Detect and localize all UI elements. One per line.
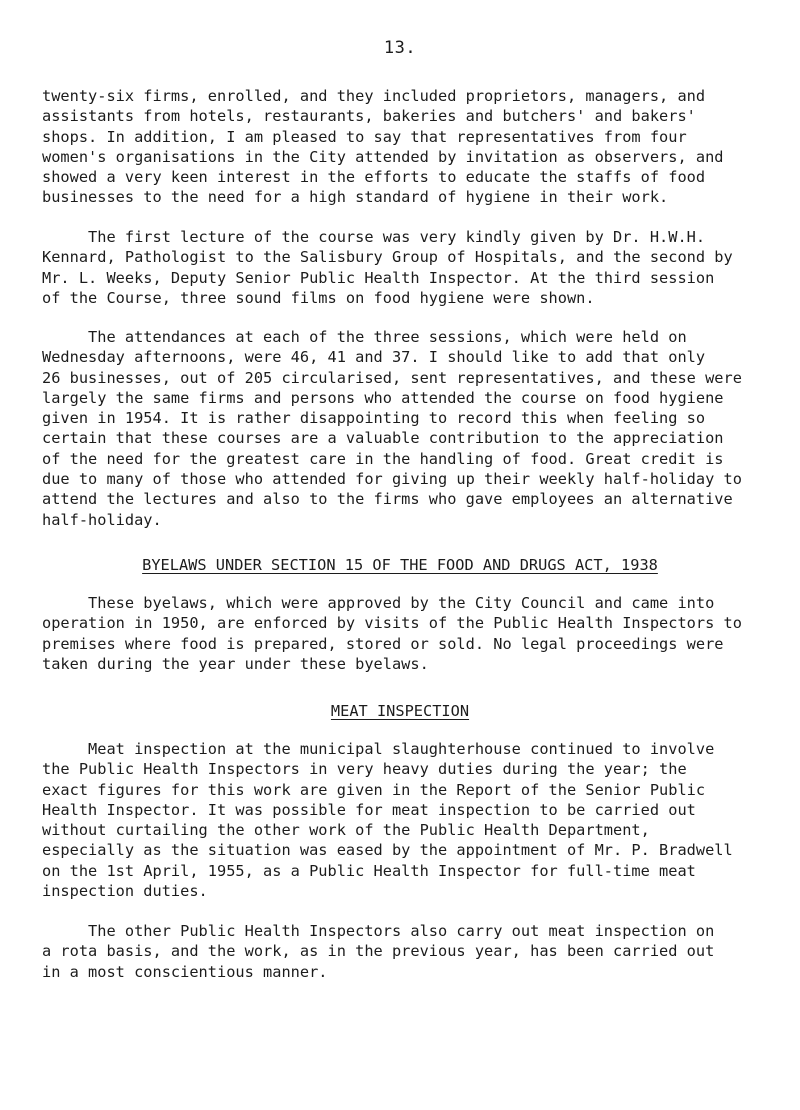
text-line: on the 1st April, 1955, as a Public Health Inspector for full-time meat (42, 861, 696, 880)
text-line: certain that these courses are a valuable contribution to the appreciation (42, 429, 724, 448)
text-line: attend the lectures and also to the firms who gave employees an alternative (42, 490, 733, 509)
text-line: showed a very keen interest in the efforts to educate the staffs of food (42, 168, 706, 187)
text-line: the Public Health Inspectors in very heavy duties during the year; the (42, 760, 687, 779)
text-line: businesses to the need for a high standard of hygiene in their work. (42, 188, 669, 207)
text-line: The attendances at each of the three sessions, which were held on (42, 328, 687, 346)
paragraph-firms-enrolled (42, 86, 768, 208)
text-line: of the Course, three sound films on food hygiene were shown. (42, 288, 595, 307)
text-line: in a most conscientious manner. (42, 962, 328, 981)
text-line: operation in 1950, are enforced by visits of the Public Health Inspectors to (42, 614, 742, 633)
text-line: Meat inspection at the municipal slaughterhouse continued to involve (42, 740, 715, 758)
text-line: The other Public Health Inspectors also carry out meat inspection on (42, 922, 715, 940)
text-line: Kennard, Pathologist to the Salisbury Group of Hospitals, and the second by (42, 248, 733, 267)
text-line: 26 businesses, out of 205 circularised, sent representatives, and these were (42, 368, 742, 387)
text-line: premises where food is prepared, stored or sold. No legal proceedings were (42, 634, 724, 653)
section-heading-byelaws: BYELAWS UNDER SECTION 15 OF THE FOOD AND DRUGS ACT, 1938 (142, 556, 658, 574)
paragraph-attendances (42, 327, 768, 530)
text-line: Health Inspector. It was possible for meat inspection to be carried out (42, 800, 696, 819)
text-line: without curtailing the other work of the Public Health Department, (42, 821, 650, 840)
text-line: largely the same firms and persons who attended the course on food hygiene (42, 388, 724, 407)
paragraph-byelaws (42, 593, 768, 674)
text-line: Wednesday afternoons, were 46, 41 and 37. I should like to add that only (42, 348, 706, 367)
text-line: exact figures for this work are given in the Report of the Senior Public (42, 780, 706, 799)
text-line: These byelaws, which were approved by the City Council and came into (42, 594, 715, 612)
text-line: Mr. L. Weeks, Deputy Senior Public Health Inspector. At the third session (42, 268, 715, 287)
text-line: taken during the year under these byelaws. (42, 654, 429, 673)
section-heading-meat-inspection: MEAT INSPECTION (330, 702, 470, 720)
paragraph-meat-inspection (42, 739, 768, 901)
text-line: due to many of those who attended for giving up their weekly half-holiday to (42, 470, 742, 489)
text-line: The first lecture of the course was very kindly given by Dr. H.W.H. (42, 228, 706, 246)
paragraph-rota (42, 921, 768, 982)
text-line: of the need for the greatest care in the handling of food. Great credit is (42, 449, 724, 468)
text-line: shops. In addition, I am pleased to say that representatives from four (42, 127, 687, 146)
text-line: given in 1954. It is rather disappointing to record this when feeling so (42, 409, 706, 428)
paragraph-lectures (42, 227, 768, 308)
text-line: women's organisations in the City attended by invitation as observers, and (42, 147, 724, 166)
page-number: 13. (383, 38, 417, 58)
text-line: half-holiday. (42, 510, 162, 529)
text-line: assistants from hotels, restaurants, bakeries and butchers' and bakers' (42, 107, 696, 126)
text-line: a rota basis, and the work, as in the previous year, has been carried out (42, 942, 715, 961)
text-line: especially as the situation was eased by the appointment of Mr. P. Bradwell (42, 841, 733, 860)
text-line: inspection duties. (42, 882, 208, 901)
text-line: twenty-six firms, enrolled, and they included proprietors, managers, and (42, 87, 706, 105)
